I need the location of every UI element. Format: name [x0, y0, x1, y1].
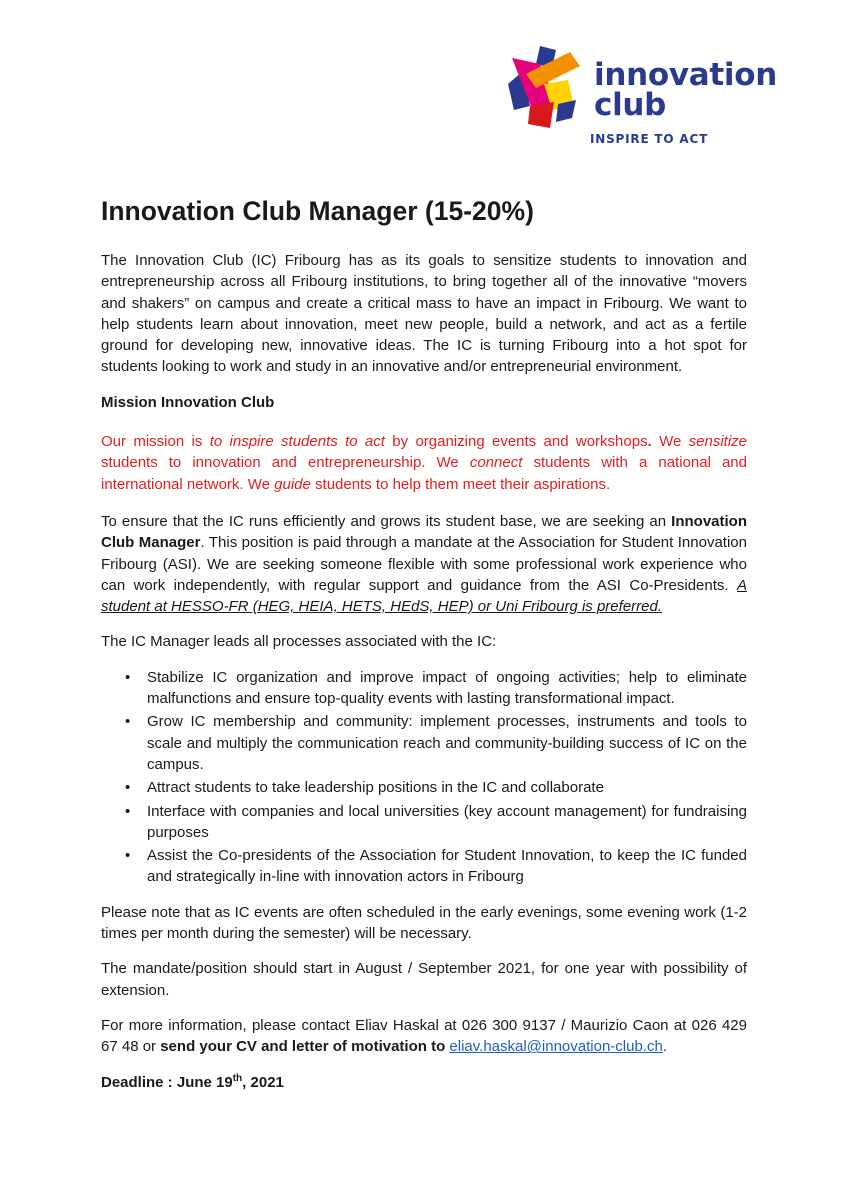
mission-text-9: students with a national and international network. We — [101, 454, 747, 493]
bullet-icon: • — [125, 713, 131, 731]
mission-text-4: . — [647, 433, 652, 451]
contact-cta: send your CV and letter of motivation to — [160, 1038, 446, 1056]
list-item — [101, 667, 747, 710]
logo-tagline: INSPIRE TO ACT — [590, 132, 709, 146]
logo-wordmark — [594, 57, 778, 123]
list-item — [101, 711, 747, 775]
list-item-text: Stabilize IC organization and improve impact of ongoing activities; help to eliminate malfunctions and ensure top-quality events with lasting transformational impact. — [147, 668, 747, 708]
mission-emphasis-connect: connect — [469, 454, 523, 472]
logo-mark-icon — [500, 44, 586, 130]
contact-paragraph — [101, 1015, 747, 1058]
bullet-icon: • — [125, 847, 131, 865]
contact-email-link[interactable]: eliav.haskal@innovation-club.ch — [449, 1038, 663, 1056]
evenings-paragraph: Please note that as IC events are often scheduled in the early evenings, some evening work (1-2 times per month during the semester) will be necessary. — [101, 903, 747, 943]
mission-emphasis-sensitize: sensitize — [688, 433, 748, 451]
list-item-text: Grow IC membership and community: implement processes, instruments and tools to scale and multiply the communication reach and community-building success of IC on the campus. — [147, 713, 747, 773]
leads-paragraph: The IC Manager leads all processes associated with the IC: — [101, 633, 497, 651]
main-content — [101, 192, 747, 1107]
contact-text-1: For more information, please contact Eliav Haskal at 026 300 9137 / Maurizio Caon at 026 429 67 48 or — [101, 1016, 747, 1056]
list-item-text: Attract students to take leadership positions in the IC and collaborate — [147, 779, 604, 797]
mission-paragraph — [101, 431, 747, 495]
deadline-text-1: Deadline : June 19 — [101, 1073, 233, 1091]
bullet-icon: • — [125, 668, 131, 686]
mandate-paragraph: The mandate/position should start in August / September 2021, for one year with possibility of extension. — [101, 960, 747, 999]
ensure-paragraph — [101, 511, 747, 617]
mission-emphasis-guide: guide — [274, 475, 311, 493]
deadline-sup: th — [232, 1072, 243, 1084]
list-item-text: Assist the Co-presidents of the Association for Student Innovation, to keep the IC funded and strategically in-line with innovation actors in Fribourg — [147, 847, 747, 886]
page-title: Innovation Club Manager (15-20%) — [101, 196, 534, 226]
list-item — [101, 801, 747, 844]
mission-text-5: We — [651, 433, 689, 451]
deadline — [101, 1072, 747, 1093]
contact-text-4: . — [662, 1038, 667, 1056]
responsibilities-list — [101, 667, 747, 888]
ensure-text-3: . This position is paid through a mandate at the Association for Student Innovation Fribourg (ASI). We are seeking someone flexible with some professional work experience who can work independently, with regular support and guidance from the ASI Co-Presidents. — [101, 534, 747, 594]
mission-text-1: Our mission is — [101, 433, 210, 451]
innovation-club-logo — [500, 44, 778, 154]
mission-heading: Mission Innovation Club — [101, 393, 275, 411]
mission-text-11: students to help them meet their aspirations. — [310, 475, 611, 493]
ensure-preference-note: A student at HESSO-FR (HEG, HEIA, HETS, HEdS, HEP) or Uni Fribourg is preferred. — [101, 576, 747, 616]
mission-text-3: by organizing events and workshops — [384, 433, 648, 451]
list-item-text: Interface with companies and local universities (key account management) for fundraising purposes — [147, 802, 747, 841]
ensure-text-1: To ensure that the IC runs efficiently and grows its student base, we are seeking an — [101, 512, 672, 530]
ensure-role-title: Innovation Club Manager — [101, 512, 747, 552]
logo-word-club: club — [594, 87, 667, 123]
list-item — [101, 845, 747, 888]
bullet-icon: • — [125, 779, 131, 797]
list-item — [101, 777, 747, 798]
mission-text-7: students to innovation and entrepreneurship. We — [101, 454, 470, 472]
mission-emphasis-inspire: to inspire students to act — [209, 433, 385, 451]
bullet-icon: • — [125, 802, 131, 820]
deadline-text-2: , 2021 — [242, 1073, 284, 1091]
intro-paragraph: The Innovation Club (IC) Fribourg has as its goals to sensitize students to innovation and entrepreneurship across all Fribourg institutions, to bring together all of the innovative “movers and shakers” on campus and create a critical mass to have an impact in Fribourg. We want to help students learn about innovation, meet new people, build a network, and act as a fertile ground for developing new, innovative ideas. The IC is turning Fribourg into a hot spot for students looking to work and study in an innovative and/or entrepreneurial environment. — [101, 252, 747, 376]
logo-word-innovation: innovation — [594, 57, 778, 93]
